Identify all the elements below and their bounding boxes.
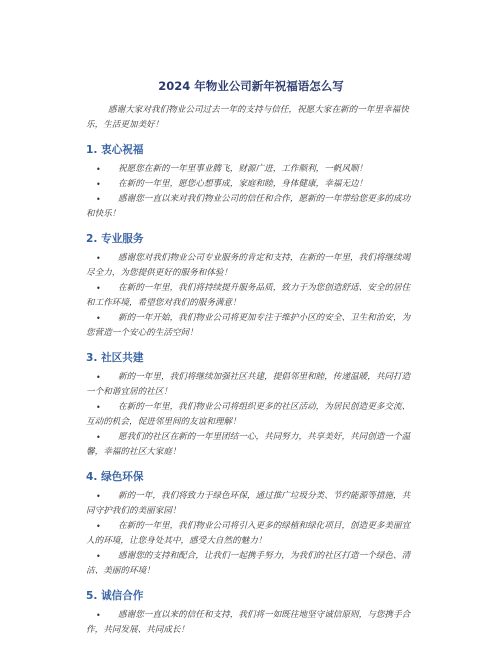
list-item — [86, 311, 416, 341]
list-item-text: 感谢您的支持和配合，让我们一起携手努力，为我们的社区打造一个绿色、清洁、美丽的环境！ — [86, 551, 411, 576]
section-heading: 1. 衷心祝福 — [86, 144, 144, 156]
bullet-icon: • — [96, 165, 101, 174]
section-2 — [86, 232, 416, 341]
list-item-text: 感谢您一直以来对我们物业公司的信任和合作，愿新的一年带给您更多的成功和快乐！ — [86, 194, 411, 219]
list-item — [86, 400, 416, 430]
section-heading: 2. 专业服务 — [86, 233, 144, 245]
bullet-icon: • — [96, 254, 101, 263]
bullet-icon: • — [96, 433, 101, 442]
list-item-text: 感谢您对我们物业公司专业服务的肯定和支持，在新的一年里，我们将继续竭尽全力，为您提供更好的服务和体验！ — [86, 253, 411, 278]
section-heading: 3. 社区共建 — [86, 352, 144, 364]
list-item — [86, 608, 416, 638]
bullet-icon: • — [96, 284, 101, 293]
list-item-text: 新的一年开始，我们物业公司将更加专注于维护小区的安全、卫生和治安，为您营造一个安心的生活空间！ — [86, 313, 411, 338]
section-4 — [86, 470, 416, 579]
bullet-list — [86, 608, 416, 638]
bullet-list — [86, 251, 416, 341]
bullet-icon: • — [96, 492, 101, 501]
bullet-icon: • — [96, 180, 101, 189]
section-heading: 5. 诚信合作 — [86, 590, 144, 602]
list-item-text: 新的一年，我们将致力于绿色环保，通过推广垃圾分类、节约能源等措施，共同守护我们的美丽家园！ — [86, 491, 411, 516]
intro-paragraph: 感谢大家对我们物业公司过去一年的支持与信任，祝愿大家在新的一年里幸福快乐，生活更加美好！ — [86, 105, 409, 130]
section-3 — [86, 351, 416, 460]
bullet-icon: • — [96, 314, 101, 323]
list-item — [86, 370, 416, 400]
list-item-text: 在新的一年里，我们将持续提升服务品质，致力于为您创造舒适、安全的居住和工作环境，希望您对我们的服务满意！ — [86, 283, 411, 308]
list-item — [86, 281, 416, 311]
bullet-icon: • — [96, 373, 101, 382]
bullet-icon: • — [96, 552, 101, 561]
bullet-list — [86, 162, 416, 222]
bullet-icon: • — [96, 611, 101, 620]
bullet-icon: • — [96, 522, 101, 531]
bullet-list — [86, 370, 416, 460]
list-item — [86, 162, 416, 177]
section-5 — [86, 589, 416, 638]
list-item-text: 祝愿您在新的一年里事业腾飞，财源广进，工作顺利，一帆风顺！ — [118, 164, 368, 174]
document-title: 2024 年物业公司新年祝福语怎么写 — [158, 79, 344, 93]
list-item-text: 感谢您一直以来的信任和支持，我们将一如既往地坚守诚信原则，与您携手合作，共同发展、共同成长！ — [86, 610, 411, 635]
list-item — [86, 549, 416, 579]
list-item — [86, 489, 416, 519]
bullet-icon: • — [96, 195, 101, 204]
list-item — [86, 251, 416, 281]
list-item-text: 在新的一年里，我们物业公司将组织更多的社区活动，为居民创造更多交流、互动的机会，促进邻里间的友谊和理解！ — [86, 402, 411, 427]
list-item-text: 在新的一年里，愿您心想事成，家庭和睦，身体健康，幸福无边！ — [118, 179, 368, 189]
list-item — [86, 177, 416, 192]
list-item-text: 在新的一年里，我们物业公司将引入更多的绿植和绿化项目，创造更多美丽宜人的环境，让您身处其中，感受大自然的魅力！ — [86, 521, 411, 546]
list-item — [86, 519, 416, 549]
list-item-text: 新的一年里，我们将继续加强社区共建，提倡邻里和睦，传递温暖，共同打造一个和谐宜居的社区！ — [86, 372, 411, 397]
bullet-list — [86, 489, 416, 579]
section-1 — [86, 143, 416, 222]
list-item-text: 愿我们的社区在新的一年里团结一心，共同努力，共享美好，共同创造一个温馨，幸福的社区大家庭！ — [86, 432, 411, 457]
bullet-icon: • — [96, 403, 101, 412]
list-item — [86, 192, 416, 222]
section-heading: 4. 绿色环保 — [86, 471, 144, 483]
list-item — [86, 430, 416, 460]
